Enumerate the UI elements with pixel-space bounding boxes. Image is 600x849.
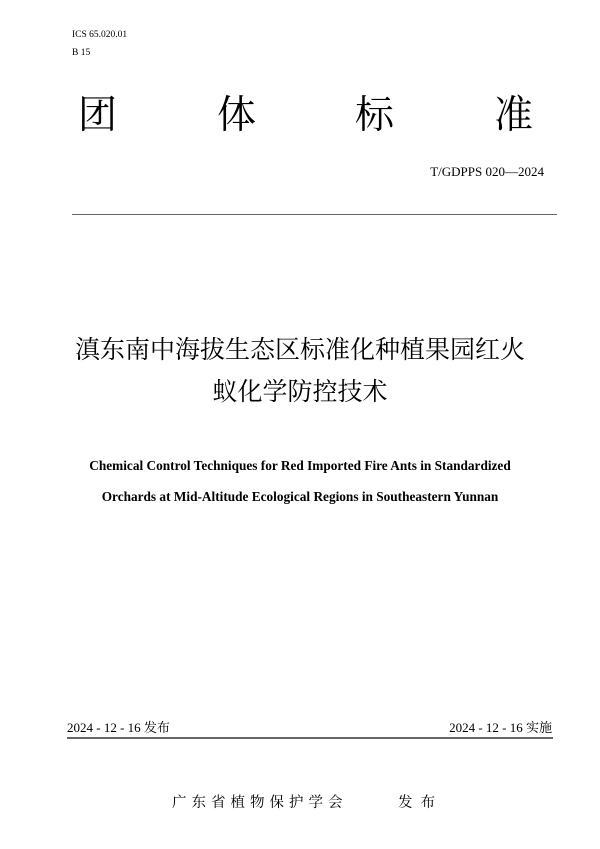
category-char-3: 标 bbox=[355, 93, 395, 138]
publish-date: 2024 - 12 - 16 发布 bbox=[67, 720, 170, 735]
implement-date: 2024 - 12 - 16 实施 bbox=[449, 720, 552, 735]
title-cn-line2: 蚁化学防控技术 bbox=[212, 377, 388, 406]
publish-label: 发布 bbox=[398, 795, 443, 811]
category-char-2: 体 bbox=[217, 93, 257, 138]
title-en-line2: Orchards at Mid-Altitude Ecological Regions in Southeastern Yunnan bbox=[101, 489, 499, 504]
category-char-4: 准 bbox=[494, 93, 534, 138]
category-char-1: 团 bbox=[78, 93, 118, 138]
footer-divider bbox=[67, 737, 553, 739]
header-divider bbox=[72, 214, 557, 215]
title-en-line1: Chemical Control Techniques for Red Imported Fire Ants in Standardized bbox=[89, 458, 511, 473]
publisher-name: 广东省植物保护学会 bbox=[172, 795, 348, 811]
ics-code: ICS 65.020.01 bbox=[72, 30, 128, 40]
title-cn-line1: 滇东南中海拔生态区标准化种植果园红火 bbox=[74, 335, 525, 364]
standard-number: T/GDPPS 020—2024 bbox=[430, 164, 544, 179]
ccs-code: B 15 bbox=[72, 48, 91, 58]
